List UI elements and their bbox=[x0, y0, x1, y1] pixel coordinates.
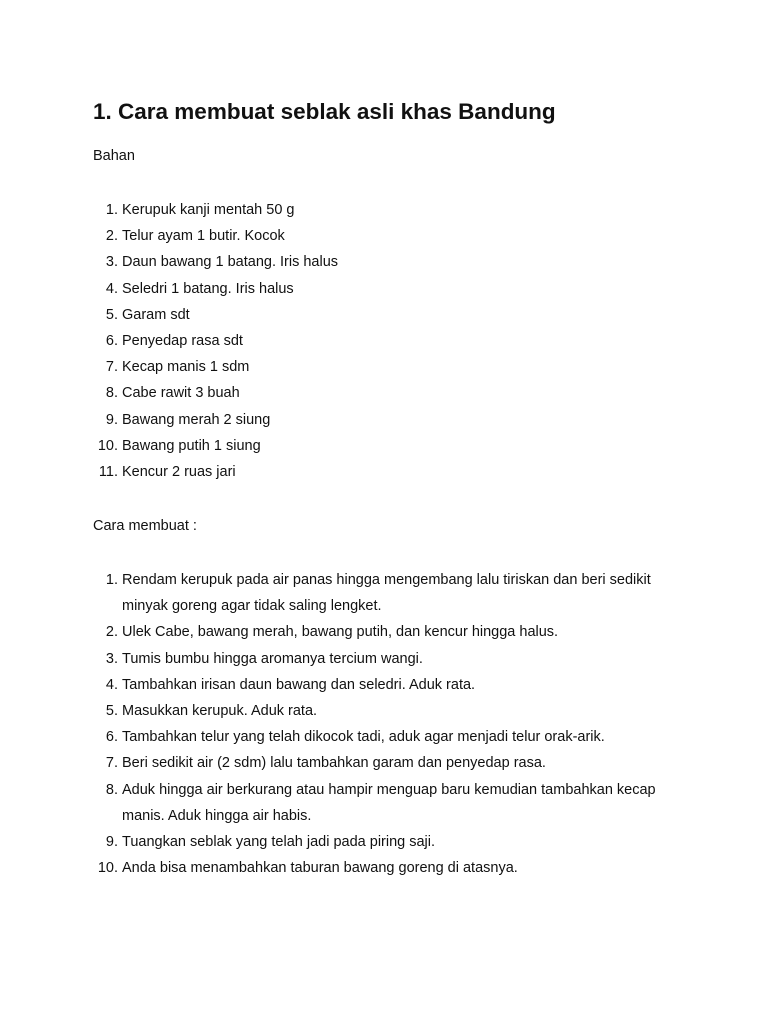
step-number: 10. bbox=[97, 860, 118, 877]
item-number: 5. bbox=[105, 306, 118, 323]
ingredients-heading: Bahan bbox=[93, 148, 135, 164]
step-item bbox=[93, 698, 693, 724]
ingredient-text: Cabe rawit 3 buah bbox=[122, 385, 240, 402]
step-number: 7. bbox=[105, 755, 118, 772]
ingredient-text: Garam sdt bbox=[122, 306, 190, 323]
step-text: Rendam kerupuk pada air panas hingga mengembang lalu tiriskan dan beri sedikit minyak goreng agar tidak saling lengket. bbox=[122, 572, 651, 615]
item-number: 4. bbox=[105, 280, 118, 297]
ingredient-text: Telur ayam 1 butir. Kocok bbox=[122, 228, 285, 245]
ingredient-item bbox=[93, 433, 693, 459]
step-text: Ulek Cabe, bawang merah, bawang putih, dan kencur hingga halus. bbox=[122, 624, 559, 641]
step-number: 4. bbox=[105, 676, 118, 693]
step-number: 1. bbox=[105, 572, 118, 588]
steps-list bbox=[93, 567, 693, 881]
step-number: 6. bbox=[105, 729, 118, 746]
ingredient-item bbox=[93, 249, 693, 275]
step-item bbox=[93, 829, 693, 855]
item-number: 9. bbox=[105, 411, 118, 428]
item-number: 11. bbox=[98, 464, 118, 481]
page-title: 1. Cara membuat seblak asli khas Bandung bbox=[93, 99, 556, 124]
step-item bbox=[93, 619, 693, 645]
step-item bbox=[93, 777, 693, 829]
item-number: 3. bbox=[105, 254, 118, 271]
ingredient-item bbox=[93, 459, 693, 485]
ingredient-item bbox=[93, 328, 693, 354]
step-number: 8. bbox=[105, 781, 118, 798]
ingredient-text: Daun bawang 1 batang. Iris halus bbox=[122, 254, 339, 271]
ingredient-text: Bawang putih 1 siung bbox=[122, 437, 261, 454]
item-number: 8. bbox=[105, 385, 118, 402]
ingredient-text: Kecap manis 1 sdm bbox=[122, 359, 250, 376]
item-number: 1. bbox=[105, 202, 118, 218]
step-item bbox=[93, 646, 693, 672]
step-text: Tuangkan seblak yang telah jadi pada piring saji. bbox=[122, 834, 436, 851]
ingredient-item bbox=[93, 197, 693, 223]
step-text: Tambahkan telur yang telah dikocok tadi, aduk agar menjadi telur orak-arik. bbox=[122, 729, 605, 746]
step-text: Tumis bumbu hingga aromanya tercium wangi. bbox=[122, 650, 423, 667]
ingredient-item bbox=[93, 302, 693, 328]
step-number: 5. bbox=[105, 703, 118, 720]
step-text: Anda bisa menambahkan taburan bawang goreng di atasnya. bbox=[122, 860, 518, 877]
ingredient-item bbox=[93, 276, 693, 302]
item-number: 2. bbox=[105, 228, 118, 245]
step-text: Beri sedikit air (2 sdm) lalu tambahkan garam dan penyedap rasa. bbox=[122, 755, 546, 772]
step-number: 2. bbox=[105, 624, 118, 641]
step-text: Masukkan kerupuk. Aduk rata. bbox=[122, 703, 318, 720]
step-item bbox=[93, 724, 693, 750]
step-item bbox=[93, 855, 693, 881]
item-number: 6. bbox=[105, 333, 118, 350]
ingredient-text: Kerupuk kanji mentah 50 g bbox=[122, 202, 295, 218]
ingredient-item bbox=[93, 407, 693, 433]
method-heading: Cara membuat : bbox=[93, 518, 197, 534]
ingredient-text: Seledri 1 batang. Iris halus bbox=[122, 280, 294, 297]
step-number: 9. bbox=[105, 834, 118, 851]
ingredient-text: Kencur 2 ruas jari bbox=[122, 464, 236, 481]
step-text: Tambahkan irisan daun bawang dan seledri. Aduk rata. bbox=[122, 676, 476, 693]
item-number: 10. bbox=[97, 437, 118, 454]
ingredient-item bbox=[93, 223, 693, 249]
step-text: Aduk hingga air berkurang atau hampir menguap baru kemudian tambahkan kecap manis. Aduk hingga air habis. bbox=[122, 781, 656, 824]
ingredient-item bbox=[93, 380, 693, 406]
step-item bbox=[93, 672, 693, 698]
ingredient-text: Bawang merah 2 siung bbox=[122, 411, 271, 428]
step-item bbox=[93, 750, 693, 776]
ingredient-text: Penyedap rasa sdt bbox=[122, 333, 243, 350]
ingredient-item bbox=[93, 354, 693, 380]
step-item bbox=[93, 567, 693, 619]
step-number: 3. bbox=[105, 650, 118, 667]
ingredients-list bbox=[93, 197, 693, 485]
item-number: 7. bbox=[105, 359, 118, 376]
